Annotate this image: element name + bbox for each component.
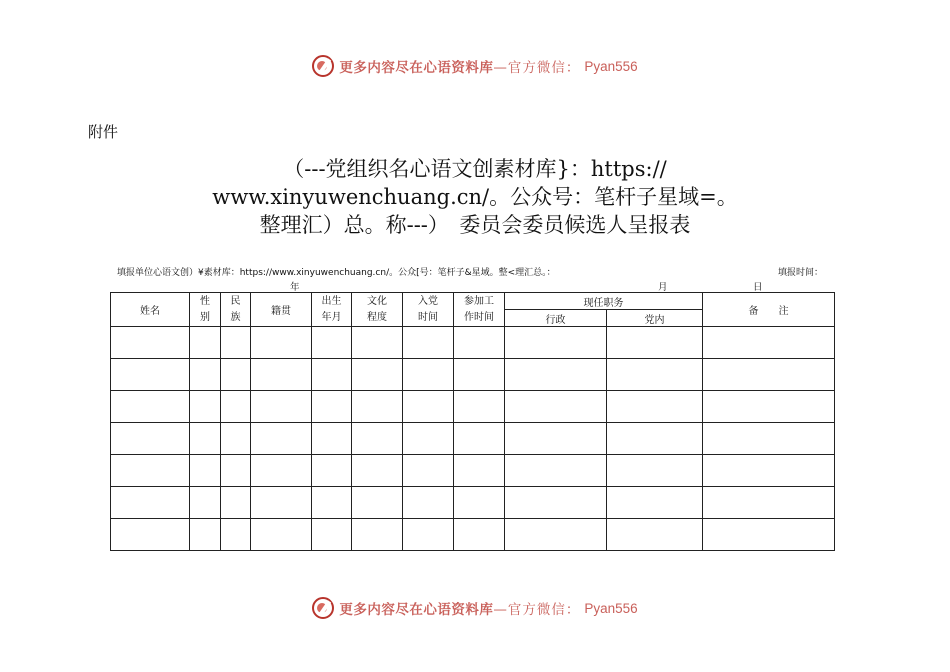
table-cell[interactable]	[403, 423, 454, 455]
table-cell[interactable]	[312, 391, 352, 423]
table-cell[interactable]	[607, 519, 703, 551]
table-cell[interactable]	[312, 455, 352, 487]
table-cell[interactable]	[190, 455, 221, 487]
table-cell[interactable]	[190, 423, 221, 455]
table-cell[interactable]	[454, 519, 505, 551]
table-cell[interactable]	[505, 391, 607, 423]
table-cell[interactable]	[403, 359, 454, 391]
table-cell[interactable]	[190, 519, 221, 551]
table-cell[interactable]	[454, 359, 505, 391]
table-cell[interactable]	[312, 359, 352, 391]
table-cell[interactable]	[111, 327, 190, 359]
reporting-unit-line: 填报单位心语文创）¥素材库：https://www.xinyuwenchuang.cn/。公众[号：笔杆子&星域。整<理汇总。：	[117, 268, 556, 278]
header-row-1	[111, 293, 835, 310]
table-cell[interactable]	[403, 519, 454, 551]
table-cell[interactable]	[403, 327, 454, 359]
table-cell[interactable]	[703, 487, 835, 519]
watermark-banner-top	[0, 55, 950, 77]
attachment-label: 附件	[88, 123, 119, 141]
table-cell[interactable]	[703, 359, 835, 391]
table-row	[111, 327, 835, 359]
table-cell[interactable]	[221, 519, 251, 551]
table-cell[interactable]	[607, 487, 703, 519]
table-cell[interactable]	[607, 391, 703, 423]
table-cell[interactable]	[251, 359, 312, 391]
header-native-place: 籍贯	[251, 293, 312, 327]
table-cell[interactable]	[251, 423, 312, 455]
table-row	[111, 487, 835, 519]
table-cell[interactable]	[505, 423, 607, 455]
title-line-1: （---党组织名心语文创素材库}：https://	[283, 157, 667, 181]
table-cell[interactable]	[111, 487, 190, 519]
table-cell[interactable]	[703, 327, 835, 359]
candidate-form-table	[110, 292, 835, 551]
date-year-label: 年	[290, 282, 300, 293]
table-cell[interactable]	[221, 455, 251, 487]
table-cell[interactable]	[190, 391, 221, 423]
banner-lead-text: 更多内容尽在心语资料库	[339, 60, 494, 76]
brand-logo-icon	[312, 597, 334, 619]
table-cell[interactable]	[403, 487, 454, 519]
table-cell[interactable]	[352, 327, 403, 359]
table-cell[interactable]	[111, 423, 190, 455]
table-cell[interactable]	[221, 423, 251, 455]
header-current-post: 现任职务	[505, 293, 703, 310]
table-cell[interactable]	[505, 455, 607, 487]
table-cell[interactable]	[454, 423, 505, 455]
header-name: 姓名	[111, 293, 190, 327]
table-cell[interactable]	[352, 519, 403, 551]
header-party-post: 党内	[607, 310, 703, 327]
table-cell[interactable]	[505, 519, 607, 551]
table-row	[111, 455, 835, 487]
table-cell[interactable]	[251, 519, 312, 551]
header-remarks: 备 注	[703, 293, 835, 327]
table-row	[111, 423, 835, 455]
banner-separator-text: —官方微信：	[493, 602, 581, 618]
table-cell[interactable]	[111, 359, 190, 391]
watermark-banner-bottom	[0, 597, 950, 619]
table-cell[interactable]	[312, 327, 352, 359]
table-cell[interactable]	[251, 455, 312, 487]
table-cell[interactable]	[251, 487, 312, 519]
table-cell[interactable]	[221, 359, 251, 391]
table-cell[interactable]	[703, 391, 835, 423]
table-cell[interactable]	[505, 487, 607, 519]
table-cell[interactable]	[403, 455, 454, 487]
table-cell[interactable]	[190, 359, 221, 391]
table-cell[interactable]	[505, 327, 607, 359]
brand-logo-icon	[312, 55, 334, 77]
header-party-join-date: 入党 时间	[403, 293, 454, 327]
header-admin-post: 行政	[505, 310, 607, 327]
table-cell[interactable]	[607, 359, 703, 391]
banner-lead-text: 更多内容尽在心语资料库	[339, 602, 494, 618]
header-education: 文化 程度	[352, 293, 403, 327]
table-cell[interactable]	[352, 423, 403, 455]
table-cell[interactable]	[607, 455, 703, 487]
reporting-time-label: 填报时间：	[778, 268, 824, 278]
table-cell[interactable]	[403, 391, 454, 423]
document-title	[100, 155, 850, 239]
table-row	[111, 359, 835, 391]
banner-wechat-id: Pyan556	[584, 58, 638, 74]
table-cell[interactable]	[190, 487, 221, 519]
table-cell[interactable]	[352, 487, 403, 519]
table-cell[interactable]	[312, 519, 352, 551]
table-cell[interactable]	[454, 327, 505, 359]
table-cell[interactable]	[703, 519, 835, 551]
title-line-2: www.xinyuwenchuang.cn/。公众号：笔杆子星域=。	[212, 185, 738, 209]
table-cell[interactable]	[703, 423, 835, 455]
header-birth-date: 出生 年月	[312, 293, 352, 327]
banner-separator-text: —官方微信：	[493, 60, 581, 76]
table-cell[interactable]	[505, 359, 607, 391]
table-cell[interactable]	[312, 423, 352, 455]
table-cell[interactable]	[312, 487, 352, 519]
table-cell[interactable]	[221, 327, 251, 359]
header-gender: 性 别	[190, 293, 221, 327]
table-row	[111, 391, 835, 423]
table-cell[interactable]	[111, 455, 190, 487]
date-day-label: 日	[753, 282, 763, 293]
table-cell[interactable]	[251, 327, 312, 359]
table-cell[interactable]	[607, 423, 703, 455]
table-cell[interactable]	[352, 455, 403, 487]
table-cell[interactable]	[251, 391, 312, 423]
table-cell[interactable]	[111, 519, 190, 551]
table-cell[interactable]	[454, 487, 505, 519]
table-cell[interactable]	[221, 487, 251, 519]
header-work-start-date: 参加工 作时间	[454, 293, 505, 327]
banner-wechat-id: Pyan556	[584, 600, 638, 616]
table-cell[interactable]	[221, 391, 251, 423]
table-cell[interactable]	[352, 391, 403, 423]
table-cell[interactable]	[352, 359, 403, 391]
table-row	[111, 519, 835, 551]
table-cell[interactable]	[190, 327, 221, 359]
title-line-3: 整理汇）总。称---） 委员会委员候选人呈报表	[259, 213, 691, 237]
date-month-label: 月	[658, 282, 668, 293]
table-cell[interactable]	[607, 327, 703, 359]
table-cell[interactable]	[454, 391, 505, 423]
header-ethnicity: 民 族	[221, 293, 251, 327]
table-cell[interactable]	[703, 455, 835, 487]
table-cell[interactable]	[454, 455, 505, 487]
table-cell[interactable]	[111, 391, 190, 423]
